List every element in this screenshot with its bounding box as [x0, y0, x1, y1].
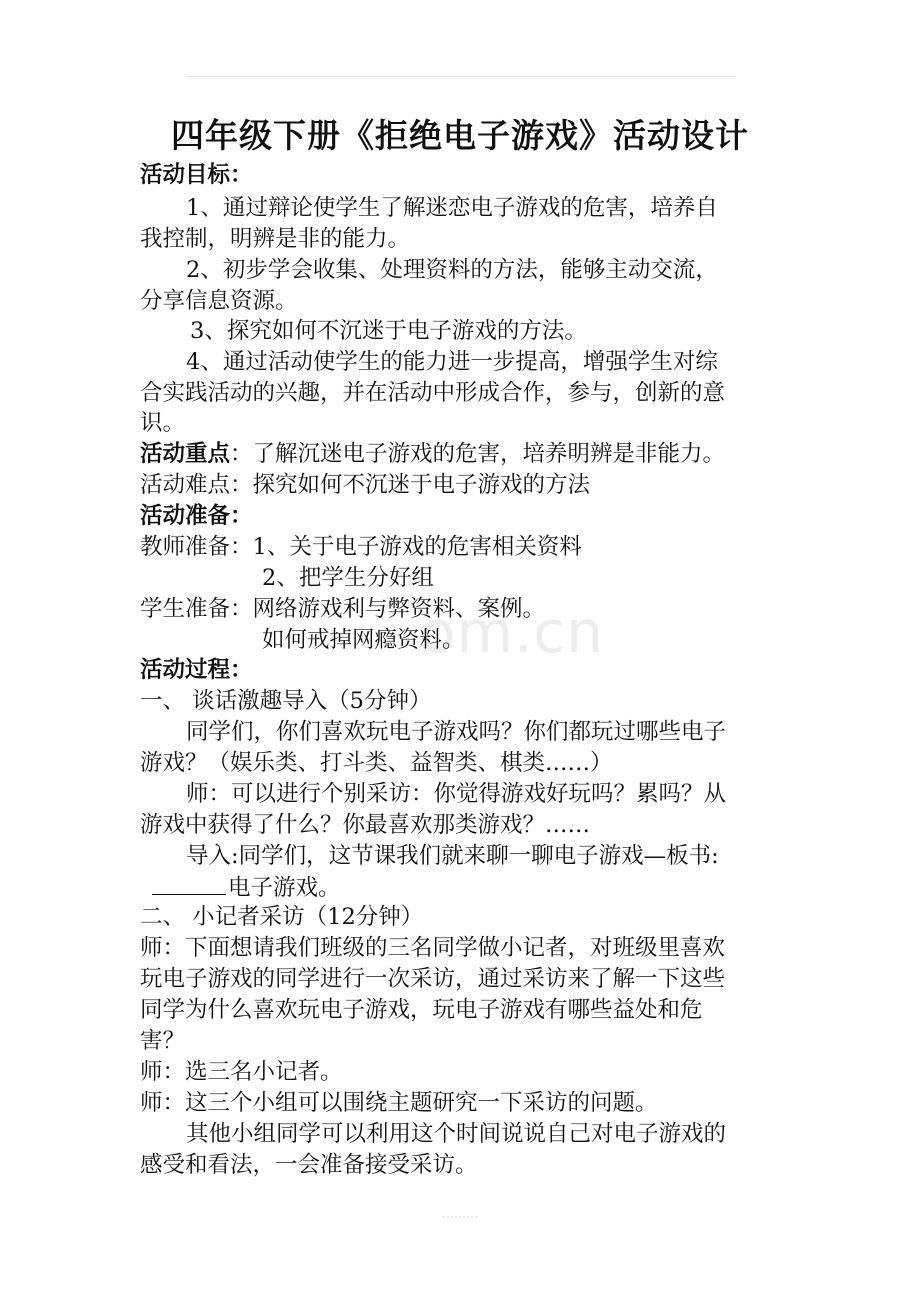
key-point-line — [140, 439, 725, 470]
teacher-prep-1: 教师准备：1、关于电子游戏的危害相关资料 — [140, 534, 582, 560]
s2-para-4-line-2: 感受和看法，一会准备接受采访。 — [140, 1152, 478, 1178]
s1-para-3-text: 电子游戏。 — [228, 875, 341, 901]
goal-1-line-2: 我控制，明辨是非的能力。 — [140, 226, 411, 252]
student-prep-2: 如何戒掉网瘾资料。 — [262, 627, 465, 653]
s2-para-1-line-3: 同学为什么喜欢玩电子游戏，玩电子游戏有哪些益处和危 — [140, 997, 703, 1023]
difficulty-line: 活动难点：探究如何不沉迷于电子游戏的方法 — [140, 472, 591, 498]
goal-1-line-1: 1、通过辩论使学生了解迷恋电子游戏的危害，培养自 — [186, 195, 718, 221]
s2-para-2: 师：选三名小记者。 — [140, 1059, 343, 1085]
s1-para-2-line-1: 师：可以进行个别采访：你觉得游戏好玩吗？累吗？从 — [186, 781, 727, 807]
s2-para-1-line-2: 玩电子游戏的同学进行一次采访，通过采访来了解一下这些 — [140, 966, 726, 992]
goal-3: 3、探究如何不沉迷于电子游戏的方法。 — [190, 318, 587, 344]
goal-2-line-2: 分享信息资源。 — [140, 288, 298, 314]
goal-4-line-1: 4、通过活动使学生的能力进一步提高，增强学生对综 — [186, 349, 718, 375]
s2-para-1-line-1: 师：下面想请我们班级的三名同学做小记者，对班级里喜欢 — [140, 935, 726, 961]
s1-para-1-line-2: 游戏？（娱乐类、打斗类、益智类、棋类……） — [140, 750, 613, 776]
footer-mark — [443, 1216, 477, 1218]
s2-para-3: 师：这三个小组可以围绕主题研究一下采访的问题。 — [140, 1090, 658, 1116]
process-heading: 活动过程： — [140, 657, 253, 683]
key-point-label: 活动重点 — [140, 441, 231, 467]
s1-para-3-line-2 — [152, 872, 341, 903]
document-title: 四年级下册《拒绝电子游戏》活动设计 — [171, 116, 749, 155]
key-point-text: ：了解沉迷电子游戏的危害，培养明辨是非能力。 — [230, 441, 726, 467]
s2-para-1-line-4: 害？ — [140, 1028, 186, 1054]
section-1-title: 一、 谈话激趣导入（5分钟） — [140, 688, 432, 714]
goal-4-line-3: 识。 — [140, 410, 186, 436]
s1-para-1-line-1: 同学们，你们喜欢玩电子游戏吗？你们都玩过哪些电子 — [186, 719, 727, 745]
s1-para-3-line-1: 导入:同学们，这节课我们就来聊一聊电子游戏—板书: — [186, 843, 719, 869]
fill-in-blank — [152, 872, 226, 895]
section-2-title: 二、 小记者采访（12分钟） — [140, 904, 424, 930]
goals-heading: 活动目标： — [140, 162, 253, 188]
s2-para-4-line-1: 其他小组同学可以利用这个时间说说自己对电子游戏的 — [186, 1121, 727, 1147]
header-rule — [186, 76, 736, 77]
goal-2-line-1: 2、初步学会收集、处理资料的方法，能够主动交流， — [186, 257, 718, 283]
watermark: om.cn — [420, 598, 605, 666]
goal-4-line-2: 合实践活动的兴趣，并在活动中形成合作，参与，创新的意 — [140, 380, 726, 406]
teacher-prep-2: 2、把学生分好组 — [262, 565, 434, 591]
preparation-heading: 活动准备： — [140, 503, 253, 529]
student-prep-1: 学生准备：网络游戏利与弊资料、案例。 — [140, 596, 546, 622]
s1-para-2-line-2: 游戏中获得了什么？你最喜欢那类游戏？…… — [140, 812, 591, 838]
